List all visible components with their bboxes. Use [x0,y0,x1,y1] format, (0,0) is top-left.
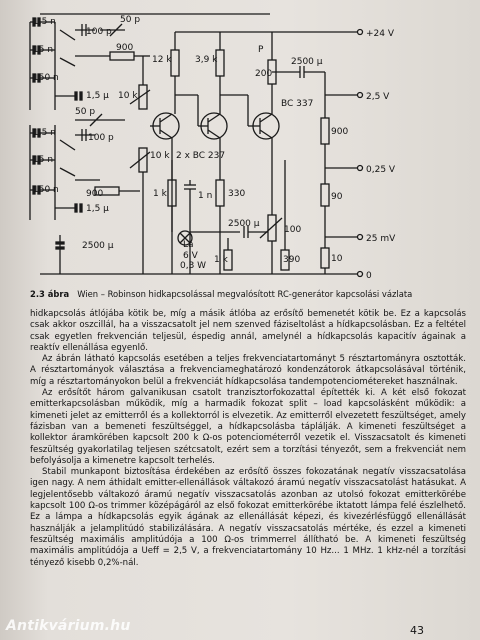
figure-number: 2.3 ábra [30,289,70,299]
label-lamp3: 0,3 W [180,261,207,271]
paragraph: Az erősítőt három galvanikusan csatolt tranzisztorfokozattal építették ki. A két első fokozat emitterkapcsolásban működik, míg a harmadik fokozat split – load kapcsolásként működik: a kimeneti jelet az emitterről és a kollektorról is elvezetik. Az emitterről elvezetett feszültséget, amely fázisban van a bemeneti feszültséggel, a hídkapcsolásba táplálják. A kimeneti feszültséget a kollektor áramkörében kapcsolt 200 k Ω-os potenciométerről vezetik el. Visszacsatolt és kimeneti feszültség gyakorlatilag teljesen szétcsatolt, ezért sem a torzítási tényezőt, sem a frekvenciát nem befolyásolja a kimenetre kapcsolt terhelés. [30,388,466,466]
label-r330: 330 [228,189,246,199]
label-pot2: 10 k [150,151,170,161]
circuit-diagram [0,0,480,280]
label-c4: 1,5 µ [86,91,109,101]
label-r1k: 1 k [153,189,167,199]
watermark: Antikvárium.hu [6,618,131,634]
label-c1: 1,5 n [33,17,56,27]
label-r39k: 3,9 k [195,55,218,65]
figure-caption [30,289,470,299]
label-o025: 0,25 V [366,165,396,175]
label-cp1: 100 p [86,27,112,37]
label-c8: 1,5 µ [86,204,109,214]
label-trans: 2 x BC 237 [176,151,226,161]
label-r900b: 900 [86,189,104,199]
label-c3: 150 n [33,73,59,83]
label-zero: 0 [366,271,372,280]
label-r10: 10 [331,254,343,264]
output-divider [321,72,363,274]
label-r390: 390 [283,255,301,265]
body-text [30,309,466,569]
label-o25: 2,5 V [366,92,390,102]
label-c2: 15 n [33,45,54,55]
label-r900a: 900 [116,43,134,53]
label-cp2: 100 p [88,133,114,143]
label-o25m: 25 mV [366,234,396,244]
label-c1n: 1 n [198,191,213,201]
label-p200: P [258,45,264,55]
paragraph: hidkapcsolás átlójába kötik be, míg a másik átlóba az erősítő bemenetét kötik be. Ez a kapcsolás csak akkor oszcillál, ha a visszacsatolt jel nem szenved fáziseltolást a hídkapcsolásban. Ez a feltétel csak egyetlen frekvencián teljesül, éspedig annál, amelynél a hídkapcsolás kapacitív ágainak a reaktív ellenállása egyenlő. [30,309,466,353]
label-out24: +24 V [366,29,395,39]
label-r100: 100 [284,225,302,235]
label-c6: 15 n [33,155,54,165]
paragraph: Az ábrán látható kapcsolás esetében a teljes frekvenciatartományt 5 résztartományra osztották. A résztartományok választása a frekvenciameghatározó kondenzátorok átkapcsolásával történik, míg a résztartományokon belül a frekvenciát hídkapcsolása tandempotenciométereket használnak. [30,354,466,387]
label-c2500c: 2500 µ [228,219,260,229]
label-bc337: BC 337 [281,99,314,109]
label-r12k: 12 k [152,55,172,65]
label-r90: 90 [331,192,343,202]
label-lamp2: 6 V [183,251,198,261]
label-r1kb: 1 k [214,255,228,265]
label-cv2: 50 p [75,107,96,117]
label-c2500b: 2500 µ [291,57,323,67]
paragraph: Stabil munkapont biztosítása érdekében az erősítő összes fokozatának negatív visszacsatolása igen nagy. A nem áthidalt emitter-ellenállások váltakozó áramú negatív visszacsatolást hatásukat. A legjelentősebb váltakozó áramú negatív visszacsatolás azonban az utolsó fokozat emitterkörébe kapcsolt 100 Ω-os trimmer középágáról az első fokozat emitterkörébe iktatott lámpa felé észlelhető. Ez a lámpa a hídkapcsolás egyik ágának az ellenállását képezi, és kivezérlésfüggő ellenállását használják a jelamplitúdó stabilizálására. A negatív visszacsatolás mértéke, és ezzel a kimeneti feszültség maximális amplitúdója a 100 Ω-os trimmerrel állítható be. A kimeneti feszültség maximális amplitúdója a Ueff = 2,5 V, a frekvenciatartomány 10 Hz... 1 MHz. 1 kHz-nél a torzítási tényező kisebb 0,2%-nál. [30,467,466,568]
label-p200v: 200 [255,69,273,79]
label-c5: 1,5 n [33,128,56,138]
page-number: 43 [410,624,424,637]
circuit-svg [0,0,480,280]
label-c2500a: 2500 µ [82,241,114,251]
label-cv1: 50 p [120,15,141,25]
label-c7: 150 n [33,185,59,195]
tandem-potentiometer [130,56,150,274]
label-r900c: 900 [331,127,349,137]
figure-caption-text: Wien – Robinson hidkapcsolással megvalósított RC-generátor kapcsolási vázlata [77,289,413,299]
label-lamp1: La [183,240,194,250]
label-pot1: 10 k [118,91,138,101]
